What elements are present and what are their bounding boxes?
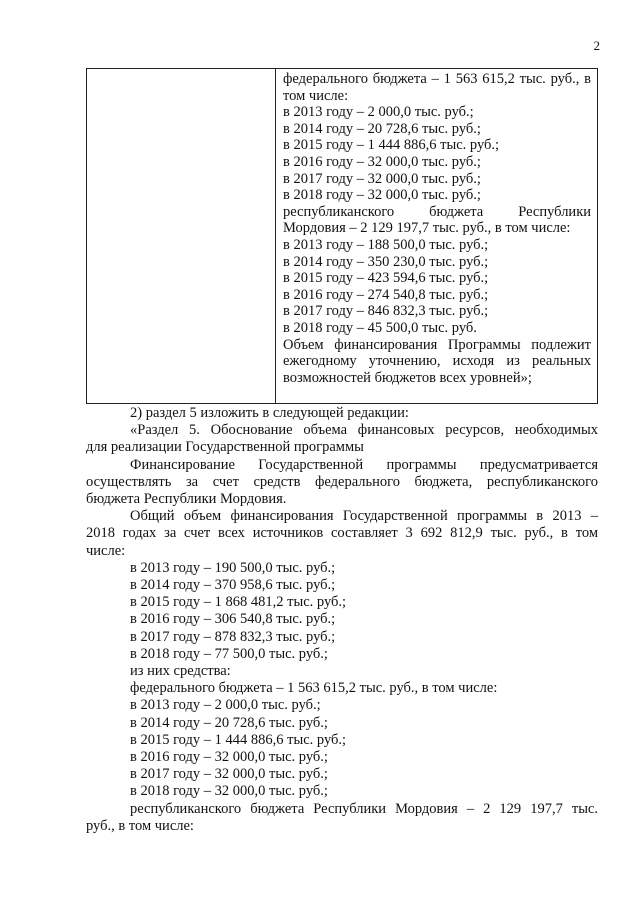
table-line: в 2018 году – 45 500,0 тыс. руб. xyxy=(283,319,477,336)
paragraph-line: бюджета Республики Мордовия. xyxy=(86,491,287,508)
table-line: возможностей бюджетов всех уровней»; xyxy=(283,369,532,386)
passport-table xyxy=(86,68,598,404)
table-line: в 2013 году – 2 000,0 тыс. руб.; xyxy=(283,104,474,121)
list-item: в 2018 году – 77 500,0 тыс. руб.; xyxy=(130,645,328,662)
table-line: в 2014 году – 20 728,6 тыс. руб.; xyxy=(283,120,481,137)
table-line: в 2015 году – 423 594,6 тыс. руб.; xyxy=(283,270,489,287)
paragraph-line: числе: xyxy=(86,542,126,559)
list-item: в 2015 году – 1 444 886,6 тыс. руб.; xyxy=(130,731,347,748)
table-line: том числе: xyxy=(283,87,349,104)
table-line: в 2015 году – 1 444 886,6 тыс. руб.; xyxy=(283,137,500,154)
paragraph-line: 2018 годах за счет всех источников составляет 3 692 812,9 тыс. руб., в том xyxy=(86,525,598,542)
paragraph-line: осуществлять за счет средств федерального бюджета, республиканского xyxy=(86,473,598,490)
list-item: в 2016 году – 32 000,0 тыс. руб.; xyxy=(130,749,328,766)
section-heading: «Раздел 5. Обоснование объема финансовых ресурсов, необходимых xyxy=(130,422,598,439)
table-line: в 2017 году – 846 832,3 тыс. руб.; xyxy=(283,303,489,320)
table-line: федерального бюджета – 1 563 615,2 тыс. руб., в xyxy=(283,71,591,87)
page-number: 2 xyxy=(593,38,600,53)
list-item: в 2013 году – 2 000,0 тыс. руб.; xyxy=(130,697,321,714)
table-line: в 2013 году – 188 500,0 тыс. руб.; xyxy=(283,236,489,253)
table-line: в 2016 году – 32 000,0 тыс. руб.; xyxy=(283,153,481,170)
document-body xyxy=(86,405,598,835)
table-line: в 2018 году – 32 000,0 тыс. руб.; xyxy=(283,187,481,204)
table-line: республиканского бюджета Республики xyxy=(283,203,591,220)
list-item: в 2017 году – 878 832,3 тыс. руб.; xyxy=(130,628,336,645)
paragraph-line: из них средства: xyxy=(130,663,231,680)
table-right-cell xyxy=(283,71,591,386)
table-line: ежегодному уточнению, исходя из реальных xyxy=(283,353,591,370)
paragraph-line: республиканского бюджета Республики Мордовия – 2 129 197,7 тыс. xyxy=(130,800,598,817)
table-line: в 2016 году – 274 540,8 тыс. руб.; xyxy=(283,286,489,303)
list-item: в 2016 году – 306 540,8 тыс. руб.; xyxy=(130,611,336,628)
table-line: Мордовия – 2 129 197,7 тыс. руб., в том числе: xyxy=(283,220,571,237)
list-item: в 2017 году – 32 000,0 тыс. руб.; xyxy=(130,766,328,783)
table-line: Объем финансирования Программы подлежит xyxy=(283,336,591,353)
paragraph-line: Общий объем финансирования Государственной программы в 2013 – xyxy=(130,508,598,525)
paragraph-line: Финансирование Государственной программы предусматривается xyxy=(130,456,598,473)
table-line: в 2017 году – 32 000,0 тыс. руб.; xyxy=(283,170,481,187)
paragraph-line: федерального бюджета – 1 563 615,2 тыс. руб., в том числе: xyxy=(130,680,498,697)
list-item: в 2014 году – 20 728,6 тыс. руб.; xyxy=(130,714,328,731)
paragraph-line: руб., в том числе: xyxy=(86,817,194,834)
section-intro: 2) раздел 5 изложить в следующей редакции: xyxy=(130,405,409,421)
list-item: в 2015 году – 1 868 481,2 тыс. руб.; xyxy=(130,594,347,611)
list-item: в 2013 году – 190 500,0 тыс. руб.; xyxy=(130,559,336,576)
list-item: в 2014 году – 370 958,6 тыс. руб.; xyxy=(130,577,336,594)
list-item: в 2018 году – 32 000,0 тыс. руб.; xyxy=(130,783,328,800)
table-line: в 2014 году – 350 230,0 тыс. руб.; xyxy=(283,253,489,270)
section-heading: для реализации Государственной программы xyxy=(86,439,364,456)
table-column-divider xyxy=(275,69,276,403)
